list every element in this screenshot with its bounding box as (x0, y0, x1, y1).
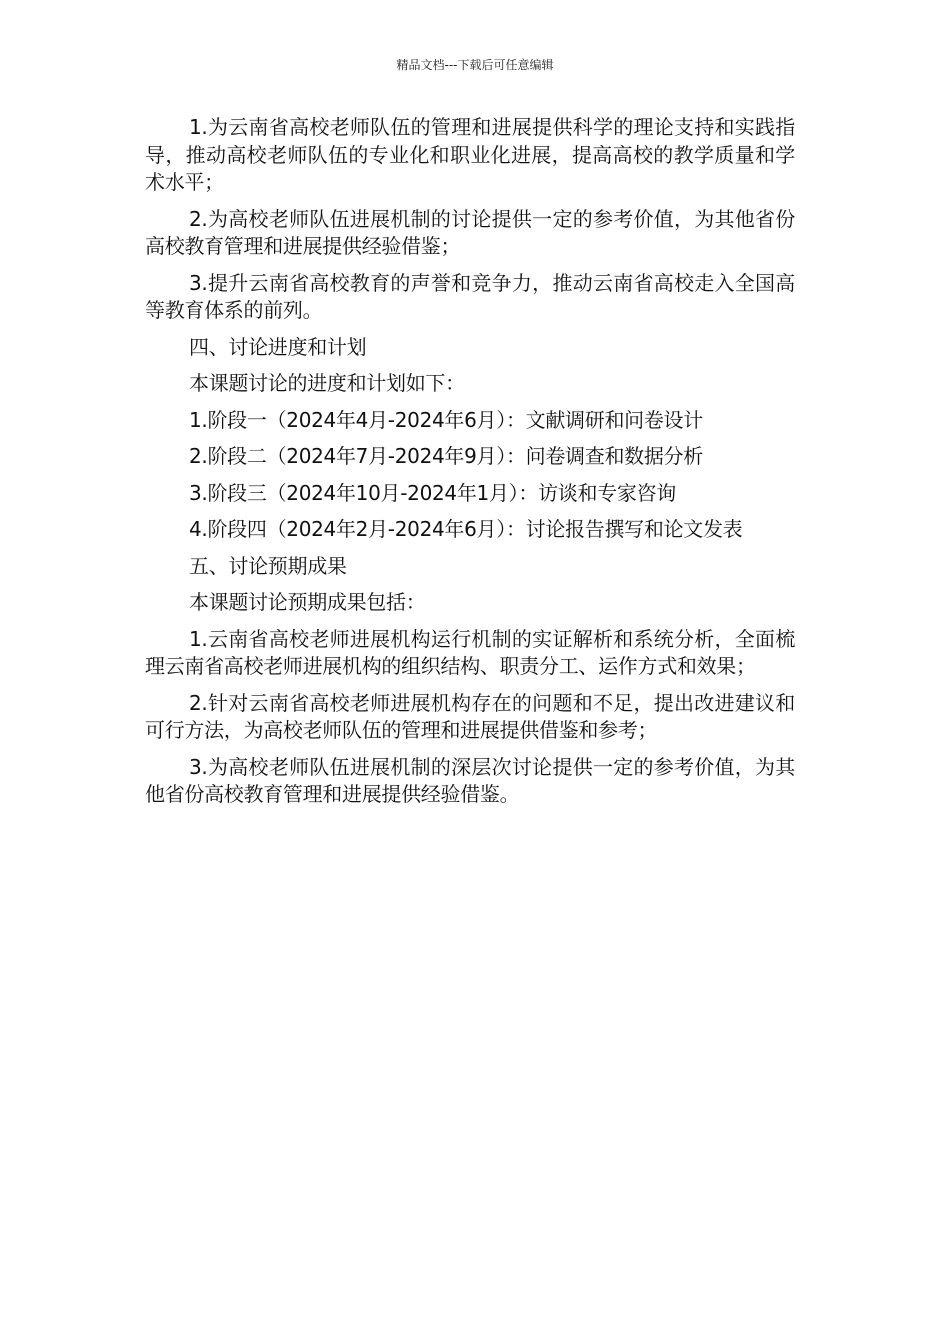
paragraph-stage-3: 3.阶段三（2024年10月-2024年1月）：访谈和专家咨询 (189, 480, 676, 505)
paragraph-goal-1: 1.为云南省高校老师队伍的管理和进展提供科学的理论支持和实践指导，推动高校老师队伍的专业化和职业化进展，提高高校的教学质量和学术水平； (145, 115, 795, 194)
paragraph-outcome-1: 1.云南省高校老师进展机构运行机制的实证解析和系统分析，全面梳理云南省高校老师进展机构的组织结构、职责分工、运作方式和效果； (145, 626, 795, 678)
document-body (145, 114, 795, 818)
paragraph-goal-2: 2.为高校老师队伍进展机制的讨论提供一定的参考价值，为其他省份高校教育管理和进展提供经验借鉴； (145, 206, 795, 258)
paragraph-stage-1: 1.阶段一（2024年4月-2024年6月）：文献调研和问卷设计 (189, 407, 703, 432)
paragraph-stage-2: 2.阶段二（2024年7月-2024年9月）：问卷调查和数据分析 (189, 444, 703, 468)
section-heading-schedule: 四、讨论进度和计划 (189, 334, 367, 359)
paragraph-goal-3: 3.提升云南省高校教育的声誉和竞争力，推动云南省高校走入全国高等教育体系的前列。 (145, 270, 795, 322)
paragraph-outcome-2: 2.针对云南省高校老师进展机构存在的问题和不足，提出改进建议和可行方法，为高校老师队伍的管理和进展提供借鉴和参考； (145, 690, 795, 742)
paragraph-outcome-3: 3.为高校老师队伍进展机制的深层次讨论提供一定的参考价值，为其他省份高校教育管理和进展提供经验借鉴。 (145, 754, 795, 806)
paragraph-outcomes-intro: 本课题讨论预期成果包括： (189, 590, 426, 614)
paragraph-schedule-intro: 本课题讨论的进度和计划如下： (189, 371, 465, 395)
section-heading-outcomes: 五、讨论预期成果 (189, 553, 347, 578)
page-header: 精品文档---下载后可任意编辑 (396, 58, 554, 72)
paragraph-stage-4: 4.阶段四（2024年2月-2024年6月）：讨论报告撰写和论文发表 (189, 517, 743, 541)
